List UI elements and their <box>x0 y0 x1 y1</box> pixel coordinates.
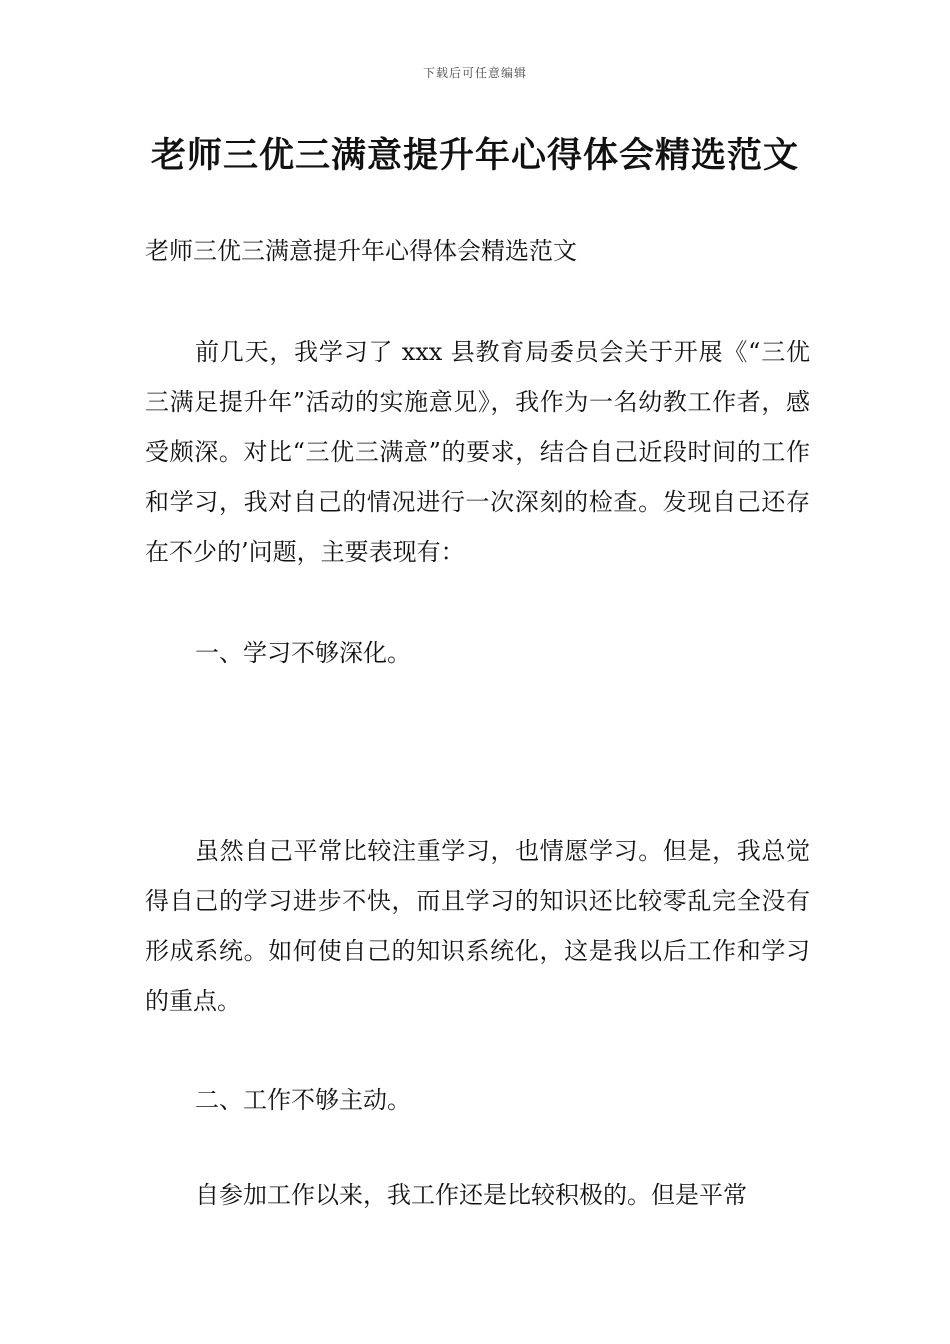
heading-second: 二、工作不够主动。 <box>195 1086 411 1114</box>
heading-first: 一、学习不够深化。 <box>195 639 411 667</box>
paragraph-intro: 前几天，我学习了 xxx 县教育局委员会关于开展《“三优三满足提升年”活动的实施意见》，我作为一名幼教工作者，感受颇深。对比“三优三满意”的要求，结合自己近段时间的工作和学习，我对自己的情况进行一次深刻的检查。发现自己还存在不少的’问题，主要表现有： <box>145 338 810 566</box>
document-subtitle: 老师三优三满意提升年心得体会精选范文 <box>145 237 577 265</box>
paragraph-work: 自参加工作以来，我工作还是比较积极的。但是平常 <box>195 1181 747 1209</box>
paragraph-study: 虽然自己平常比较注重学习，也情愿学习。但是，我总觉得自己的学习进步不快，而且学习的知识还比较零乱完全没有形成系统。如何使自己的知识系统化，这是我以后工作和学习的重点。 <box>145 837 810 1015</box>
header-note: 下载后可任意编辑 <box>422 66 527 80</box>
document-title: 老师三优三满意提升年心得体会精选范文 <box>150 136 799 176</box>
